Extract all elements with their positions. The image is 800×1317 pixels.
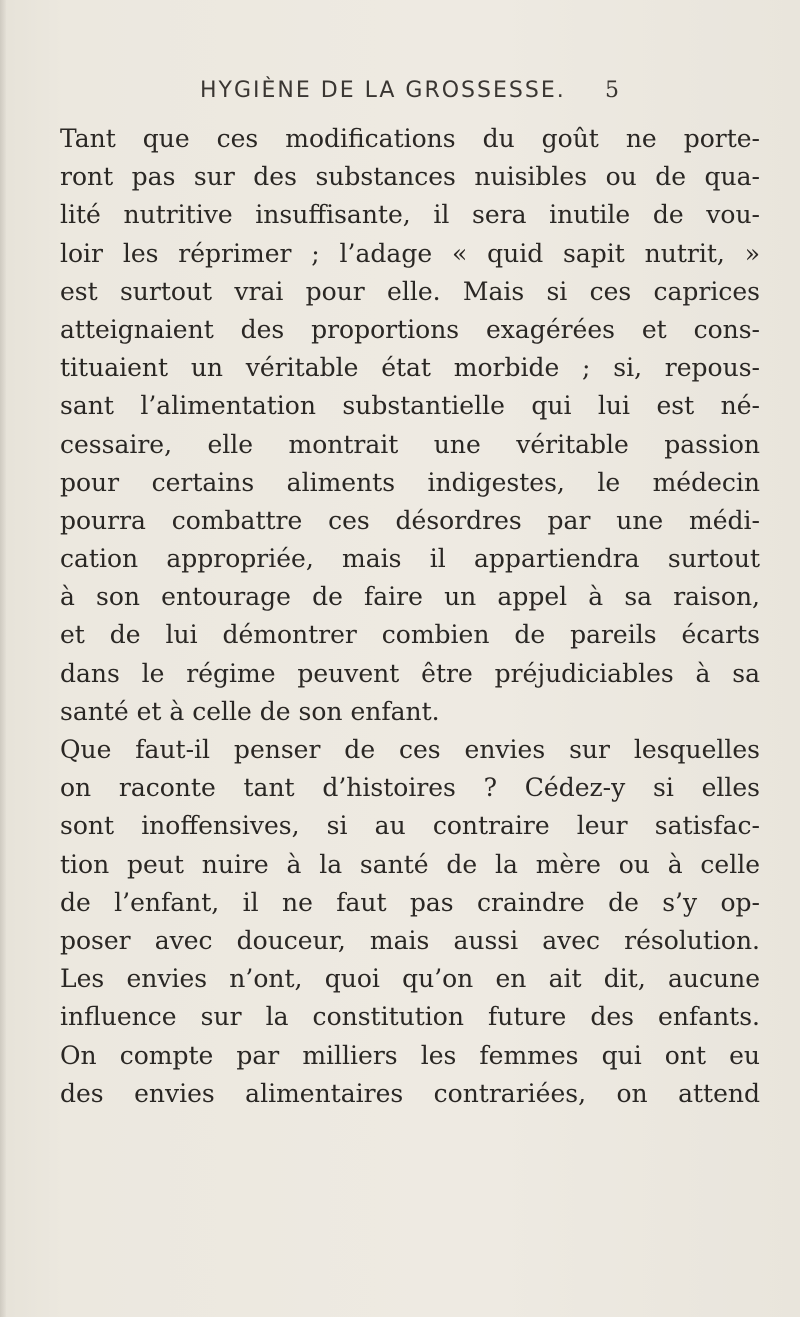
text-line: ront pas sur des substances nuisibles ou de qua- [60,162,760,192]
running-title: HYGIÈNE DE LA GROSSESSE. [200,78,566,103]
text-line: à son entourage de faire un appel à sa raison, [60,582,760,612]
text-line: tituaient un véritable état morbide ; si, repous- [60,353,760,383]
text-line: pourra combattre ces désordres par une médi- [60,505,760,535]
text-line: pour certains aliments indigestes, le médecin [60,467,760,497]
text-line: des envies alimentaires contrariées, on attend [60,1078,760,1108]
running-head [60,78,800,112]
text-line: influence sur la constitution future des enfants. [60,1002,760,1032]
text-line: On compte par milliers les femmes qui ont eu [60,1040,760,1070]
text-line: sant l’alimentation substantielle qui lui est né- [60,391,760,421]
text-line: on raconte tant d’histoires ? Cédez-y si elles [60,773,760,803]
text-line: atteignaient des proportions exagérées et cons- [60,314,760,344]
text-line: et de lui démontrer combien de pareils écarts [60,620,760,650]
text-line: de l’enfant, il ne faut pas craindre de s’y op- [60,887,760,917]
text-line: sont inoffensives, si au contraire leur satisfac- [60,811,760,841]
text-line: loir les réprimer ; l’adage « quid sapit nutrit, » [60,238,760,268]
page-binding-edge [0,0,6,1317]
body-text [60,120,760,1113]
text-line: santé et à celle de son enfant. [60,696,440,726]
text-line: Que faut-il penser de ces envies sur lesquelles [60,735,760,764]
text-line: cessaire, elle montrait une véritable passion [60,429,760,459]
text-line: tion peut nuire à la santé de la mère ou à celle [60,849,760,879]
page-number: 5 [605,78,619,103]
text-line: est surtout vrai pour elle. Mais si ces caprices [60,276,760,306]
text-line: cation appropriée, mais il appartiendra surtout [60,544,760,574]
text-line: lité nutritive insuffisante, il sera inutile de vou- [60,200,760,230]
text-line: Les envies n’ont, quoi qu’on en ait dit, aucune [60,964,760,994]
text-line: dans le régime peuvent être préjudiciables à sa [60,658,760,688]
text-line: poser avec douceur, mais aussi avec résolution. [60,925,760,955]
text-line: Tant que ces modifications du goût ne porte- [60,124,760,153]
